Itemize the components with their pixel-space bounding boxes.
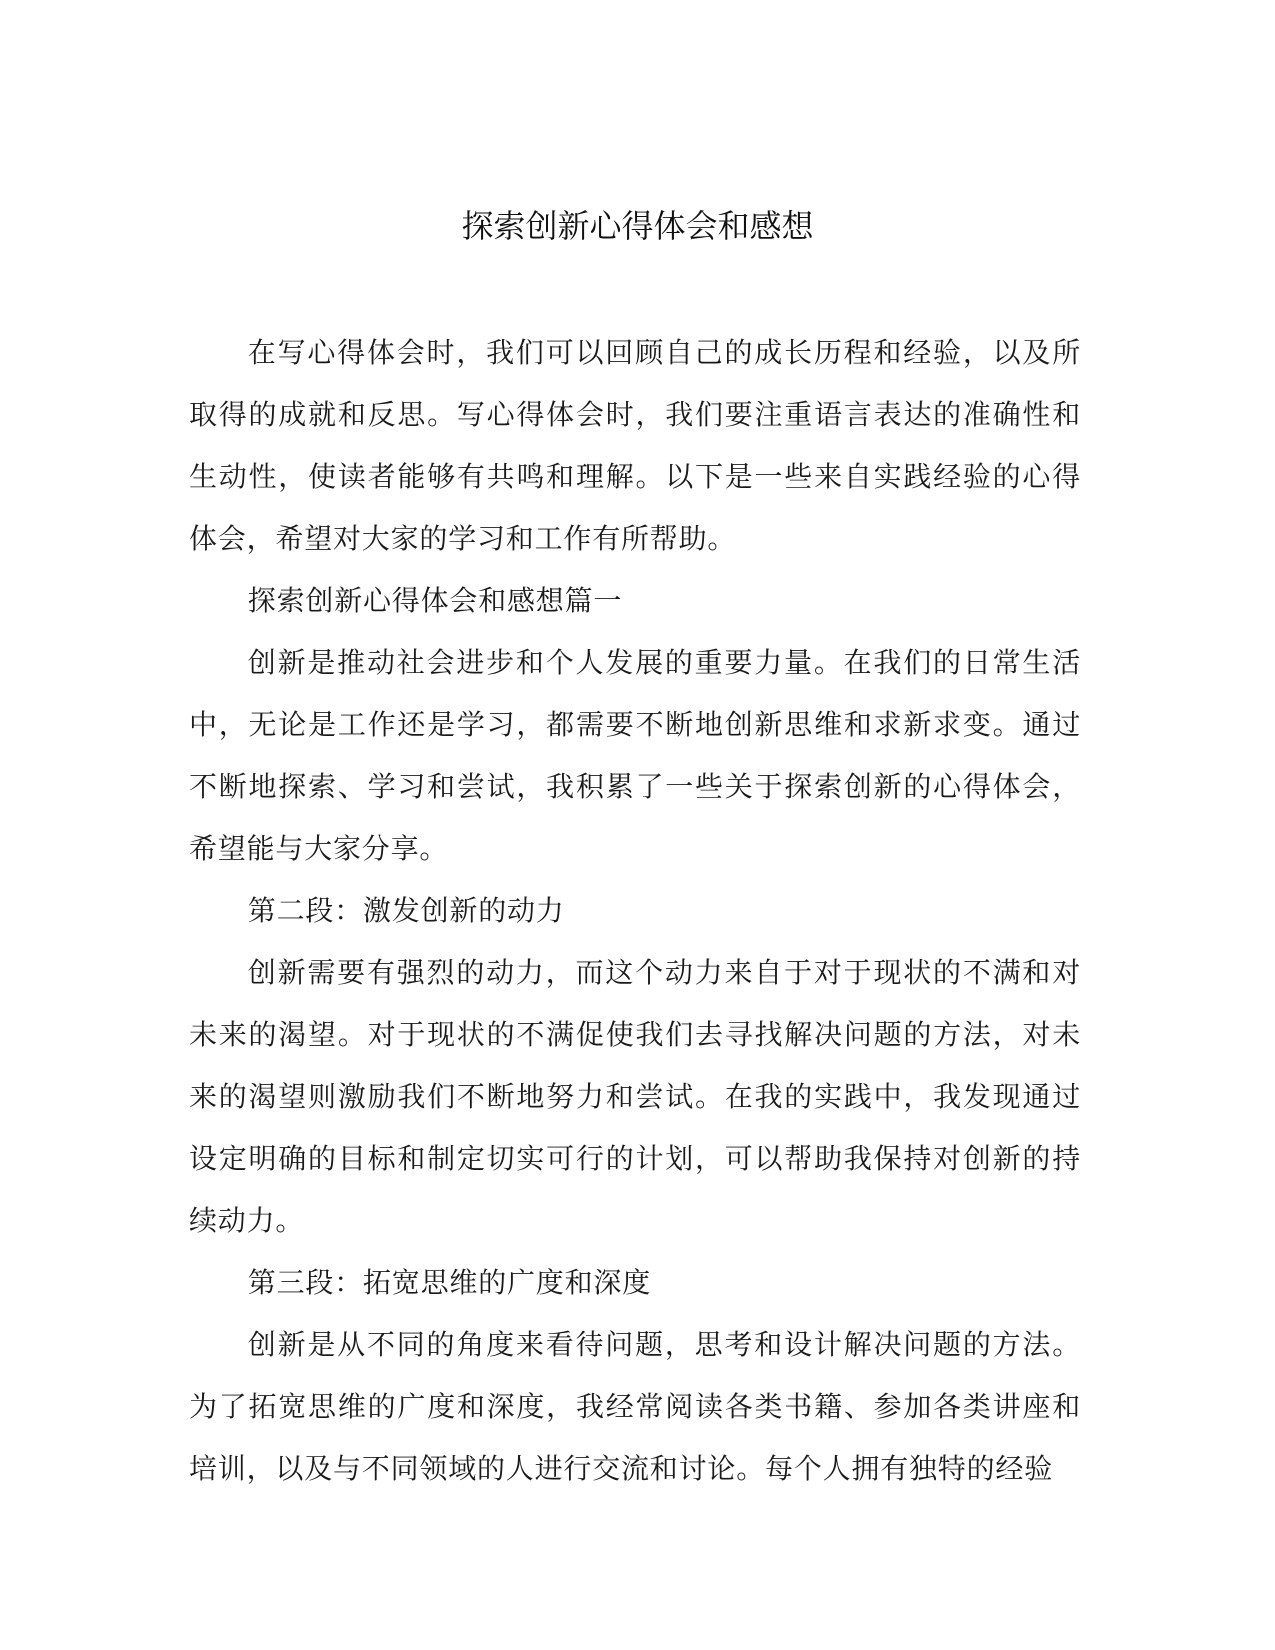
section-heading-third: 第三段：拓宽思维的广度和深度 xyxy=(247,1266,651,1299)
section-heading-part-one: 探索创新心得体会和感想篇一 xyxy=(247,584,623,617)
section-heading-second: 第二段：激发创新的动力 xyxy=(247,894,565,927)
paragraph-broaden-thinking: 创新是从不同的角度来看待问题，思考和设计解决问题的方法。为了拓宽思维的广度和深度，我经常阅读各类书籍、参加各类讲座和培训，以及与不同领域的人进行交流和讨论。每个人拥有独特的经验 xyxy=(189,1328,1081,1485)
paragraph-motivation: 创新需要有强烈的动力，而这个动力来自于对于现状的不满和对未来的渴望。对于现状的不满促使我们去寻找解决问题的方法，对未来的渴望则激励我们不断地努力和尝试。在我的实践中，我发现通过设定明确的目标和制定切实可行的计划，可以帮助我保持对创新的持续动力。 xyxy=(189,956,1081,1237)
document-title: 探索创新心得体会和感想 xyxy=(461,207,814,245)
document-body xyxy=(189,322,1081,1500)
intro-paragraph: 在写心得体会时，我们可以回顾自己的成长历程和经验，以及所取得的成就和反思。写心得体会时，我们要注重语言表达的准确性和生动性，使读者能够有共鸣和理解。以下是一些来自实践经验的心得体会，希望对大家的学习和工作有所帮助。 xyxy=(189,336,1081,555)
paragraph-innovation-intro: 创新是推动社会进步和个人发展的重要力量。在我们的日常生活中，无论是工作还是学习，都需要不断地创新思维和求新求变。通过不断地探索、学习和尝试，我积累了一些关于探索创新的心得体会，希望能与大家分享。 xyxy=(189,646,1081,865)
